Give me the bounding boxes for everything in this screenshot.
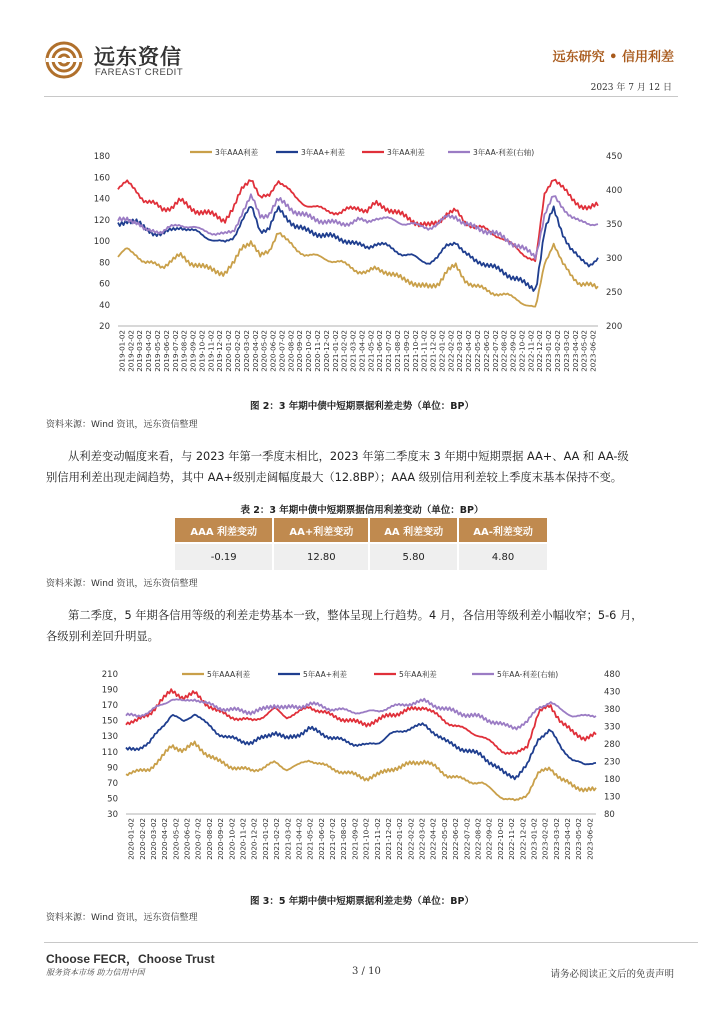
- y2-tick-label: 450: [606, 152, 623, 162]
- paragraph-2-line1: 第二季度，5 年期各信用等级的利差走势基本一致，整体呈现上行趋势。4 月，各信用等级利差小幅收窄；5-6 月，: [68, 609, 643, 622]
- y-tick-label: 150: [101, 716, 118, 727]
- figure2-source: 资料来源：Wind 资讯，远东资信整理: [46, 420, 198, 430]
- y2-tick-label: 180: [604, 775, 621, 785]
- x-tick-label: 2020-06-02: [182, 818, 192, 860]
- legend-entry: 5年AA-利差(右轴): [497, 670, 559, 679]
- table-header-aa-minus: AA-利差变动: [458, 518, 548, 543]
- chart-3yr-spread: [90, 142, 640, 390]
- x-tick-label: 2023-06-02: [588, 330, 598, 372]
- x-tick-label: 2021-09-02: [401, 330, 411, 372]
- x-tick-label: 2020-11-02: [238, 818, 248, 860]
- x-tick-label: 2020-05-02: [259, 330, 269, 372]
- paragraph-2-line2: 各级别利差回升明显。: [46, 630, 159, 643]
- legend-entry: 5年AA利差: [399, 670, 437, 679]
- x-tick-label: 2023-03-02: [551, 818, 561, 860]
- y2-tick-label: 430: [604, 687, 621, 698]
- y-tick-label: 130: [101, 732, 118, 743]
- logo-cn: 远东资信: [94, 45, 182, 69]
- y2-tick-label: 280: [604, 740, 621, 750]
- table-header-aa-plus: AA+利差变动: [273, 518, 369, 543]
- table-header-aaa: AAA 利差变动: [175, 518, 273, 543]
- x-tick-label: 2021-01-02: [260, 818, 270, 860]
- y2-tick-label: 300: [606, 254, 623, 264]
- x-tick-label: 2022-11-02: [526, 330, 536, 372]
- series-line-4: [118, 194, 598, 259]
- table-cell-aaa: -0.19: [175, 543, 273, 570]
- y-tick-label: 170: [101, 701, 118, 712]
- x-tick-label: 2020-01-02: [224, 330, 234, 372]
- x-tick-label: 2019-05-02: [153, 330, 162, 372]
- x-tick-label: 2019-10-02: [197, 330, 207, 372]
- page-number: 3 / 10: [352, 966, 381, 977]
- x-tick-label: 2021-03-02: [348, 330, 358, 372]
- y2-tick-label: 200: [606, 322, 623, 332]
- y-tick-label: 70: [107, 778, 118, 789]
- x-tick-label: 2022-11-02: [507, 818, 517, 860]
- x-tick-label: 2020-07-02: [277, 330, 287, 372]
- x-tick-label: 2021-07-02: [384, 330, 394, 372]
- y-tick-label: 100: [93, 237, 110, 247]
- x-tick-label: 2023-05-02: [574, 818, 584, 860]
- table-header-row: [175, 518, 548, 543]
- figure3-caption: 图 3：5 年期中债中短期票据利差走势（单位：BP）: [249, 896, 475, 907]
- x-tick-label: 2021-12-02: [428, 330, 438, 372]
- paragraph-2: [46, 605, 686, 647]
- x-tick-label: 2019-01-02: [117, 330, 127, 372]
- table-header-aa: AA 利差变动: [369, 518, 458, 543]
- y2-tick-label: 130: [604, 792, 621, 803]
- x-tick-label: 2022-02-02: [446, 330, 456, 372]
- header-divider: [44, 96, 678, 97]
- paragraph-1-line1: 从利差变动幅度来看，与 2023 年第一季度末相比，2023 年第二季度末 3 年期中短期票据 AA+、AA 和 AA-级: [68, 450, 629, 463]
- legend-entry: 3年AAA利差: [215, 148, 259, 157]
- x-tick-label: 2023-03-02: [561, 330, 571, 372]
- x-tick-label: 2021-04-02: [357, 330, 367, 372]
- x-tick-label: 2021-05-02: [305, 818, 315, 860]
- table2-source: 资料来源：Wind 资讯，远东资信整理: [46, 579, 198, 589]
- x-tick-label: 2023-01-02: [529, 818, 539, 860]
- x-tick-label: 2021-11-02: [372, 818, 382, 860]
- x-tick-label: 2022-07-02: [490, 330, 500, 372]
- table2: [175, 518, 549, 570]
- table2-caption: 表 2：3 年期中债中短期票据信用利差变动（单位：BP）: [240, 505, 484, 516]
- chart-5yr-spread: [90, 662, 640, 884]
- y-tick-label: 180: [93, 152, 110, 162]
- x-tick-label: 2019-04-02: [144, 330, 154, 372]
- y2-tick-label: 250: [606, 288, 623, 298]
- x-tick-label: 2022-01-02: [395, 818, 405, 860]
- x-tick-label: 2023-04-02: [563, 818, 573, 860]
- y-tick-label: 60: [99, 279, 110, 290]
- x-tick-label: 2020-04-02: [160, 818, 170, 860]
- x-tick-label: 2022-03-02: [455, 330, 465, 372]
- x-tick-label: 2020-09-02: [216, 818, 226, 860]
- x-tick-label: 2022-10-02: [517, 330, 527, 372]
- x-tick-label: 2020-02-02: [137, 818, 147, 860]
- x-tick-label: 2023-01-02: [544, 330, 554, 372]
- y2-tick-label: 380: [604, 705, 621, 715]
- legend-entry: 5年AA+利差: [303, 670, 348, 679]
- x-tick-label: 2022-03-02: [417, 818, 427, 860]
- y-tick-label: 80: [99, 258, 110, 269]
- report-date: 2023 年 7 月 12 日: [590, 83, 672, 93]
- y-tick-label: 120: [93, 215, 110, 226]
- x-tick-label: 2021-02-02: [272, 818, 282, 860]
- x-tick-label: 2019-06-02: [161, 330, 171, 372]
- x-tick-label: 2022-02-02: [406, 818, 416, 860]
- series-line-4: [126, 699, 596, 730]
- y2-tick-label: 400: [606, 186, 623, 196]
- x-tick-label: 2023-04-02: [570, 330, 580, 372]
- x-tick-label: 2022-05-02: [473, 330, 482, 372]
- legend-entry: 3年AA利差: [387, 148, 425, 157]
- x-tick-label: 2022-10-02: [495, 818, 505, 860]
- y2-tick-label: 80: [604, 810, 615, 820]
- y-tick-label: 190: [101, 685, 118, 696]
- x-tick-label: 2020-03-02: [148, 818, 158, 860]
- x-tick-label: 2020-08-02: [286, 330, 296, 372]
- x-tick-label: 2022-04-02: [464, 330, 474, 372]
- x-tick-label: 2021-06-02: [375, 330, 385, 372]
- y-tick-label: 140: [93, 194, 110, 205]
- y2-tick-label: 350: [606, 220, 623, 230]
- x-tick-label: 2021-11-02: [419, 330, 429, 372]
- y-tick-label: 40: [99, 300, 110, 311]
- y2-tick-label: 330: [604, 722, 621, 733]
- x-tick-label: 2020-12-02: [321, 330, 331, 372]
- y-tick-label: 20: [99, 322, 110, 332]
- x-tick-label: 2020-05-02: [171, 818, 181, 860]
- x-tick-label: 2021-07-02: [328, 818, 338, 860]
- x-tick-label: 2019-03-02: [135, 330, 145, 372]
- y2-tick-label: 480: [604, 670, 621, 680]
- x-tick-label: 2019-08-02: [179, 330, 189, 372]
- paragraph-1-line2: 别信用利差出现走阔趋势，其中 AA+级别走阔幅度最大（12.8BP）；AAA 级别信用利差较上季度末基本保持不变。: [46, 471, 623, 484]
- y-tick-label: 160: [93, 173, 110, 184]
- x-tick-label: 2022-09-02: [484, 818, 494, 860]
- x-tick-label: 2022-04-02: [428, 818, 438, 860]
- x-tick-label: 2020-07-02: [193, 818, 203, 860]
- x-tick-label: 2022-12-02: [535, 330, 545, 372]
- footer-disclaimer: 请务必阅读正文后的免责声明: [550, 969, 674, 980]
- x-tick-label: 2019-09-02: [188, 330, 198, 372]
- y-tick-label: 90: [107, 763, 118, 774]
- table-cell-aa: 5.80: [369, 543, 458, 570]
- y-tick-label: 30: [107, 810, 118, 820]
- x-tick-label: 2020-12-02: [249, 818, 259, 860]
- x-tick-label: 2022-05-02: [439, 818, 449, 860]
- x-tick-label: 2019-11-02: [206, 330, 216, 372]
- x-tick-label: 2023-02-02: [540, 818, 550, 860]
- x-tick-label: 2021-04-02: [294, 818, 304, 860]
- figure2-caption: 图 2：3 年期中债中短期票据利差走势（单位：BP）: [249, 401, 475, 412]
- x-tick-label: 2020-10-02: [304, 330, 314, 372]
- x-tick-label: 2019-12-02: [215, 330, 225, 372]
- x-tick-label: 2023-06-02: [585, 818, 595, 860]
- x-tick-label: 2022-08-02: [473, 818, 483, 860]
- x-tick-label: 2021-08-02: [393, 330, 402, 372]
- x-tick-label: 2020-06-02: [268, 330, 278, 372]
- x-tick-label: 2022-06-02: [481, 330, 491, 372]
- x-tick-label: 2022-08-02: [499, 330, 509, 372]
- x-tick-label: 2022-06-02: [451, 818, 461, 860]
- table-row: [175, 543, 548, 570]
- series-line-1: [126, 741, 596, 800]
- legend-entry: 3年AA+利差: [301, 148, 346, 157]
- x-tick-label: 2022-09-02: [508, 330, 518, 372]
- logo-en: FAREAST CREDIT: [95, 67, 184, 78]
- y-tick-label: 210: [101, 670, 118, 680]
- x-tick-label: 2020-03-02: [241, 330, 251, 372]
- x-tick-label: 2021-10-02: [410, 330, 420, 372]
- y2-tick-label: 230: [604, 757, 621, 768]
- fareast-logo-icon: [44, 40, 84, 80]
- footer-slogan: Choose FECR，Choose Trust: [46, 952, 215, 966]
- x-tick-label: 2021-10-02: [361, 818, 371, 860]
- x-tick-label: 2020-10-02: [227, 818, 237, 860]
- x-tick-label: 2020-11-02: [313, 330, 322, 372]
- x-tick-label: 2020-08-02: [204, 818, 214, 860]
- x-tick-label: 2019-02-02: [126, 330, 136, 372]
- x-tick-label: 2021-03-02: [283, 818, 293, 860]
- legend-entry: 3年AA-利差(右轴): [473, 148, 535, 157]
- x-tick-label: 2022-07-02: [462, 818, 472, 860]
- logo: [44, 40, 224, 80]
- footer-subslogan: 服务资本市场 助力信用中国: [46, 968, 145, 977]
- legend-entry: 5年AAA利差: [207, 670, 251, 679]
- figure3-source: 资料来源：Wind 资讯，远东资信整理: [46, 913, 198, 923]
- x-tick-label: 2021-09-02: [350, 818, 360, 860]
- x-tick-label: 2020-02-02: [233, 330, 242, 372]
- table-cell-aa-minus: 4.80: [458, 543, 548, 570]
- y-tick-label: 50: [107, 794, 118, 805]
- x-tick-label: 2020-09-02: [295, 330, 305, 372]
- x-tick-label: 2019-07-02: [170, 330, 180, 372]
- x-tick-label: 2021-02-02: [339, 330, 349, 372]
- x-tick-label: 2021-01-02: [330, 330, 340, 372]
- x-tick-label: 2021-12-02: [383, 818, 393, 860]
- x-tick-label: 2020-04-02: [250, 330, 260, 372]
- footer-divider: [44, 942, 698, 943]
- section-title: 远东研究 • 信用利差: [552, 50, 674, 65]
- x-tick-label: 2021-08-02: [339, 818, 349, 860]
- x-tick-label: 2022-12-02: [518, 818, 528, 860]
- table-cell-aa-plus: 12.80: [273, 543, 369, 570]
- y-tick-label: 110: [101, 747, 118, 758]
- x-tick-label: 2021-06-02: [316, 818, 326, 860]
- x-tick-label: 2023-05-02: [579, 329, 589, 372]
- paragraph-1: [46, 446, 686, 488]
- x-tick-label: 2022-01-02: [437, 330, 447, 372]
- x-tick-label: 2023-02-02: [553, 330, 562, 372]
- x-tick-label: 2020-01-02: [126, 818, 136, 860]
- x-tick-label: 2021-05-02: [366, 330, 376, 372]
